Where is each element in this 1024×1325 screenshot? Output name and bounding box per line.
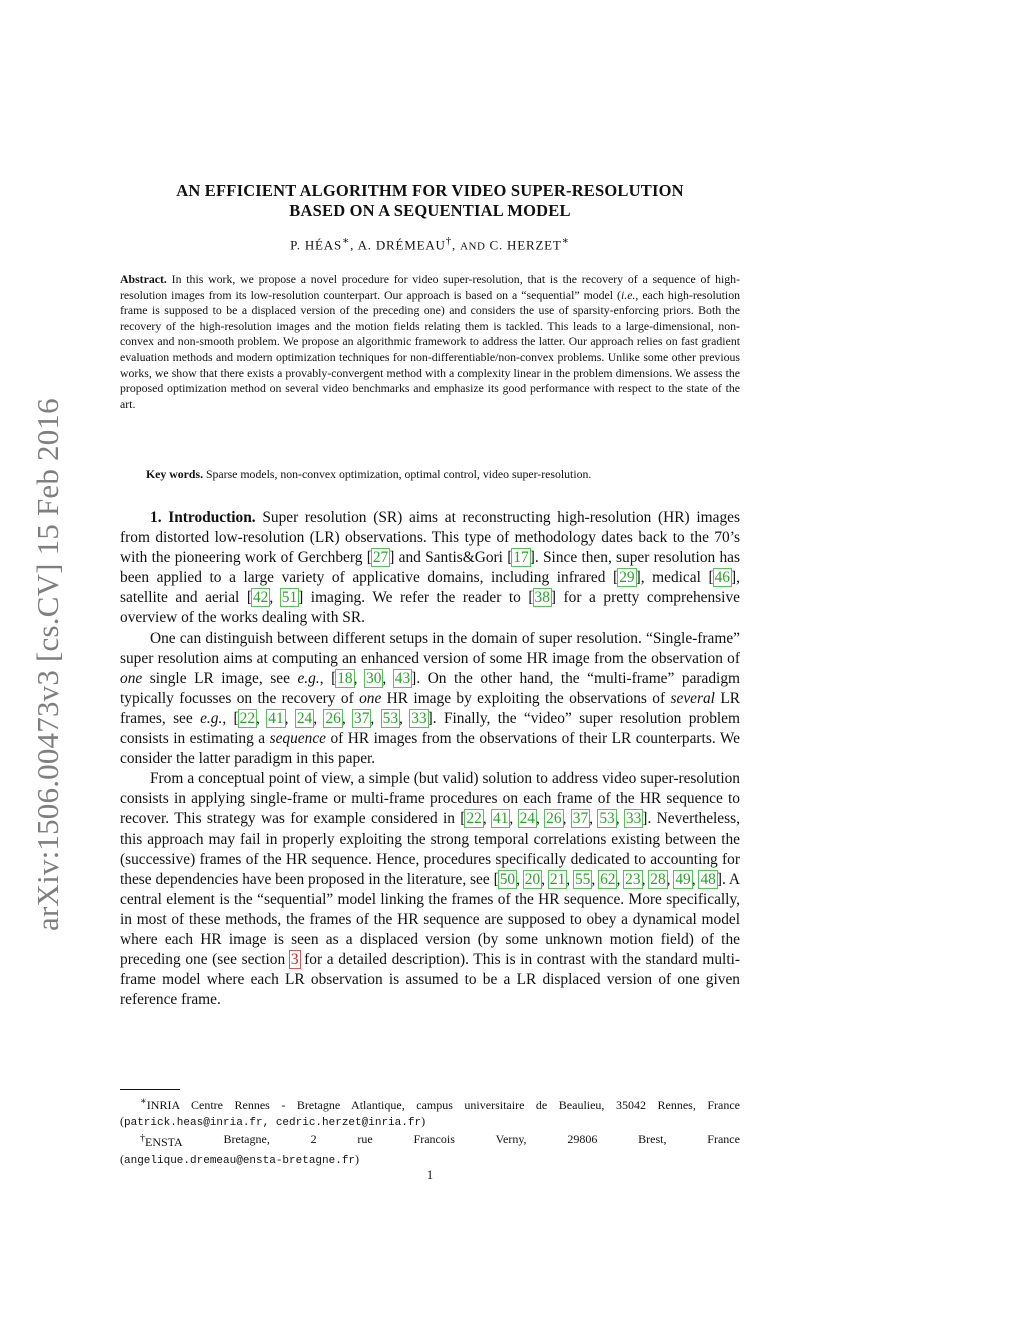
citation-link[interactable]: 38	[534, 589, 550, 607]
text-span: From a conceptual point of view, a simple (but valid) solution to address video super-resolution consists in applying single-frame or multi-frame procedures on each frame of the HR sequence to recover. This strategy was for example considered in	[120, 770, 740, 828]
citation-link[interactable]: 33	[411, 709, 427, 727]
text-span: HR image by exploiting the observations of	[381, 689, 671, 707]
citation-link[interactable]: 53	[382, 709, 399, 727]
text-span: . On the other hand, the “multi-frame” paradigm typically focusses on the recovery of	[120, 669, 740, 707]
footnote-2-close: )	[355, 1151, 360, 1166]
footnote-2-open: (	[120, 1151, 124, 1166]
footnote-2	[120, 1131, 740, 1150]
paper-title	[120, 181, 740, 221]
section-reference-link[interactable]: 3	[290, 951, 299, 969]
abstract-text-2: , each high-resolution frame is supposed to be a displaced version of the preceding one) and considers the use of sparsity-enforcing priors. Both the recovery of the high-resolution images and the motion fields relating them is tackled. This leads to a large-dimensional, non-convex and non-smooth problem. We propose an algorithmic framework to address the latter. Our approach relies on fast gradient evaluation methods and modern optimization techniques for non-differentiable/non-convex problems. Unlike some other previous works, we show that there exists a provably-convergent method with a complexity linear in the problem dimensions. We assess the proposed optimization method on several video benchmarks and emphasize its good performance with respect to the state of the art.	[120, 287, 740, 411]
abstract-label: Abstract.	[120, 272, 167, 286]
footnote-2-word: Francois	[413, 1132, 455, 1147]
text-span: Super resolution (SR) aims at reconstructing high-resolution (HR) images from distorted low-resolution (LR) observations. This type of methodology dates back to the 70’s with the pioneering work of Gerchberg	[120, 509, 740, 567]
footnote-2-word: rue	[357, 1132, 373, 1147]
abstract-ie: i.e.	[620, 287, 636, 302]
citation-link[interactable]: 18	[337, 669, 353, 687]
author-heas-mark: ∗	[342, 235, 351, 247]
footnote-2-email-line	[120, 1151, 740, 1169]
citation-link[interactable]: 21	[549, 870, 566, 888]
author-dremeau: A. DRÉMEAU	[357, 237, 446, 253]
footnote-1-mark: ∗	[140, 1096, 147, 1107]
footnote-1-text: INRIA Centre Rennes - Bretagne Atlantique, campus universitaire de Beaulieu, 35042 Rennes, France (	[120, 1098, 740, 1129]
citation-link[interactable]: 50	[499, 870, 516, 888]
citation-link[interactable]: 17	[513, 549, 529, 567]
footnote-1-close: )	[421, 1114, 426, 1129]
text-span: . Finally, the “video” super resolution problem consists in estimating a	[120, 709, 740, 748]
footnote-2-mark: †	[140, 1133, 145, 1145]
text-span: imaging. We refer the reader to	[303, 589, 529, 607]
text-span: One can distinguish between different setups in the domain of super resolution. “Single-frame” super resolution aims at computing an enhanced version of some HR image from the observation of	[120, 629, 740, 667]
citation-link[interactable]: 33	[625, 810, 642, 828]
author-herzet-mark: ∗	[561, 235, 570, 247]
intro-paragraph-3: From a conceptual point of view, a simple (but valid) solution to address video super-resolution consists in applying single-frame or multi-frame procedures on each frame of the HR sequence to recover. This strategy was for example considered in [22, 41, 24, 26, 37, 53, 33]. Nevertheless, this approach may fail in properly exploiting the strong temporal correlations existing between the (successive) frames of the HR sequence. Hence, procedures specifically dedicated to accounting for these dependencies have been proposed in the literature, see [50, 20, 21, 55, 62, 23, 28, 49, 48]. A central element is the “sequential” model linking the frames of the HR sequence. More specifically, in most of these methods, the frames of the HR sequence are supposed to obey a dynamical model where each HR image is seen as a displaced version (by some unknown motion field) of the preceding one (see section 3 for a detailed description). This is in contrast with the standard multi-frame model where each LR observation is assumed to be a LR displaced version of one given reference frame.	[120, 770, 740, 1009]
text-span: . Since then, super resolution has been applied to a large variety of applicative domains, including infrared	[120, 549, 740, 587]
title-line-1: AN EFFICIENT ALGORITHM FOR VIDEO SUPER-RESOLUTION	[176, 181, 684, 200]
citation-link[interactable]: 37	[572, 810, 589, 828]
citation-link[interactable]: 49	[675, 870, 691, 888]
citation-link[interactable]: 51	[281, 589, 298, 607]
emph-text: e.g.	[200, 709, 223, 727]
citation-link[interactable]: 26	[546, 810, 562, 828]
text-span: . A central element is the “sequential” model linking the frames of the HR sequence. More specifically, in most of these methods, the frames of the HR sequence are supposed to obey a dynamical model where each HR image is seen as a displaced version (by some unknown motion field) of the preceding one (see section	[120, 870, 740, 969]
author-and: AND	[460, 240, 486, 253]
text-span: . Nevertheless, this approach may fail in properly exploiting the strong temporal correlations existing between the (successive) frames of the HR sequence. Hence, procedures specifically dedicated to accounting for these dependencies have been proposed in the literature, see	[120, 810, 740, 888]
text-span: and Santis&Gori	[394, 549, 508, 567]
author-list: P. HÉAS∗, A. DRÉMEAU†, AND C. HERZET∗	[290, 235, 570, 253]
introduction-section	[120, 508, 740, 1010]
arxiv-identifier: arXiv:1506.00473v3 [cs.CV] 15 Feb 2016	[30, 398, 65, 932]
abstract	[120, 272, 740, 412]
citation-link[interactable]: 24	[296, 709, 313, 727]
footnotes	[120, 1094, 740, 1169]
footnote-2-word-text: ENSTA	[145, 1135, 183, 1150]
footnote-2-email[interactable]: angelique.dremeau@ensta-bretagne.fr	[124, 1154, 356, 1167]
text-span: LR frames, see	[120, 689, 740, 727]
citation-link[interactable]: 41	[268, 709, 284, 727]
section-heading: 1. Introduction.	[150, 509, 256, 526]
footnote-2-word	[140, 1131, 183, 1150]
intro-paragraph-1: 1. Introduction. Super resolution (SR) aims at reconstructing high-resolution (HR) images from distorted low-resolution (LR) observations. This type of methodology dates back to the 70’s with the pioneering work of Gerchberg [27] and Santis&Gori [17]. Since then, super resolution has been applied to a large variety of applicative domains, including infrared [29], medical [46], satellite and aerial [42, 51] imaging. We refer the reader to [38] for a pretty comprehensive overview of the works dealing with SR.	[120, 509, 740, 627]
keywords	[120, 466, 740, 482]
emph-text: sequence	[269, 730, 326, 748]
text-span: ,	[319, 669, 332, 687]
emph-text: several	[670, 689, 715, 707]
citation-link[interactable]: 62	[600, 870, 616, 888]
citation-link[interactable]: 41	[493, 810, 509, 828]
citation-link[interactable]: 55	[574, 870, 591, 888]
text-span: of HR images from the observations of their LR counterparts. We consider the latter paradigm in this paper.	[120, 730, 740, 768]
intro-paragraph-2: One can distinguish between different setups in the domain of super resolution. “Single-frame” super resolution aims at computing an enhanced version of some HR image from the observation of one single LR image, see e.g., [18, 30, 43]. On the other hand, the “multi-frame” paradigm typically focusses on the recovery of one HR image by exploiting the observations of several LR frames, see e.g., [22, 41, 24, 26, 37, 53, 33]. Finally, the “video” super resolution problem consists in estimating a sequence of HR images from the observations of their LR counterparts. We consider the latter paradigm in this paper.	[120, 629, 740, 768]
footnote-1-email[interactable]: patrick.heas@inria.fr, cedric.herzet@inria.fr	[124, 1117, 422, 1130]
text-span: for a detailed description). This is in contrast with the standard multi-frame model where each LR observation is assumed to be a LR displaced version of one given reference frame.	[120, 951, 740, 1009]
citation-link[interactable]: 46	[714, 569, 730, 587]
citation-link[interactable]: 43	[394, 669, 411, 687]
abstract-text-1: In this work, we propose a novel procedure for video super-resolution, that is the recovery of a sequence of high-resolution images from its low-resolution counterpart. Our approach is based on a “sequential” model (	[120, 272, 740, 302]
citation-link[interactable]: 53	[599, 810, 615, 828]
text-span: for a pretty comprehensive overview of the works dealing with SR.	[120, 589, 740, 627]
footnote-2-word: 2	[310, 1132, 317, 1147]
footnote-2-word: Brest,	[638, 1132, 667, 1147]
text-span: ,	[222, 709, 234, 727]
citation-link[interactable]: 29	[619, 569, 635, 587]
author-herzet: C. HERZET	[489, 237, 562, 253]
keywords-label: Key words.	[146, 467, 204, 481]
citation-link[interactable]: 37	[354, 709, 370, 727]
text-span: , medical	[640, 569, 709, 587]
emph-text: one	[120, 669, 143, 687]
citation-link[interactable]: 22	[466, 810, 482, 828]
footnote-1	[120, 1094, 740, 1131]
title-line-2: BASED ON A SEQUENTIAL MODEL	[289, 201, 571, 220]
citation-link[interactable]: 48	[700, 870, 716, 888]
author-heas: P. HÉAS	[290, 237, 342, 253]
author-dremeau-mark: †	[445, 235, 452, 247]
footnote-2-word: Verny,	[495, 1132, 527, 1147]
citation-link[interactable]: 23	[625, 870, 641, 888]
citation-link[interactable]: 42	[252, 589, 269, 607]
page-number: 1	[426, 1168, 434, 1182]
emph-text: e.g.	[297, 669, 320, 687]
footnote-2-word: France	[707, 1132, 740, 1147]
citation-link[interactable]: 30	[366, 669, 382, 687]
citation-link[interactable]: 24	[519, 810, 535, 828]
keywords-text: Sparse models, non-convex optimization, optimal control, video super-resolution.	[205, 467, 592, 481]
footnote-2-word: 29806	[567, 1132, 598, 1147]
text-span: , satellite and aerial	[120, 569, 740, 607]
text-span: single LR image, see	[142, 669, 298, 687]
citation-link[interactable]: 27	[372, 549, 389, 567]
footnote-rule	[120, 1089, 180, 1090]
citation-link[interactable]: 22	[239, 709, 256, 727]
citation-link[interactable]: 26	[325, 709, 341, 727]
citation-link[interactable]: 20	[524, 870, 541, 888]
citation-link[interactable]: 28	[650, 870, 666, 888]
emph-text: one	[359, 689, 382, 707]
footnote-2-word: Bretagne,	[223, 1132, 270, 1147]
